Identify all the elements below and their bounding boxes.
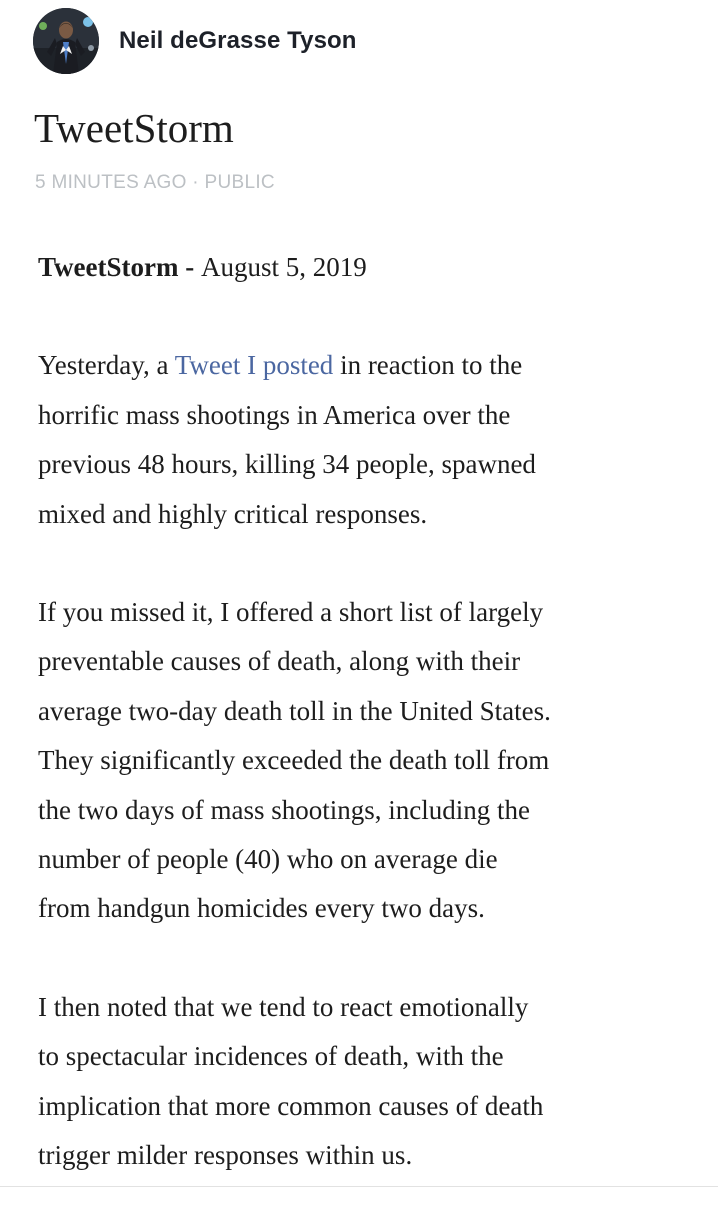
dateline-heading: TweetStorm <box>38 252 179 282</box>
dateline-date: August 5, 2019 <box>200 252 367 282</box>
p2-line7: from handgun homicides every two days. <box>38 893 485 924</box>
p1-line4: mixed and highly critical responses. <box>38 498 428 529</box>
divider <box>0 1186 718 1187</box>
p3-line3: implication that more common causes of death <box>38 1090 544 1121</box>
paragraph <box>38 341 708 539</box>
dateline <box>38 243 708 292</box>
p2-line2: preventable causes of death, along with their <box>38 646 521 677</box>
p1-line1-post: in reaction to the <box>333 350 523 381</box>
dateline-separator: - <box>178 252 201 282</box>
p3-line4: trigger milder responses within us. <box>38 1140 413 1171</box>
p2-line6: number of people (40) who on average die <box>38 844 498 875</box>
p2-line3: average two-day death toll in the United States. <box>38 695 551 726</box>
p2-line5: the two days of mass shootings, including the <box>38 794 530 825</box>
page-title: TweetStorm <box>34 105 234 151</box>
avatar-photo-icon <box>33 8 99 74</box>
p2-line1: If you missed it, I offered a short list of largely <box>38 597 544 628</box>
p2-line4: They significantly exceeded the death toll from <box>38 745 550 776</box>
p3-line1: I then noted that we tend to react emotionally <box>38 991 529 1022</box>
paragraph <box>38 983 708 1181</box>
post-meta: 5 MINUTES AGO · PUBLIC <box>35 172 275 193</box>
p1-line2: horrific mass shootings in America over the <box>38 399 511 430</box>
p3-line2: to spectacular incidences of death, with the <box>38 1041 504 1072</box>
p1-line1-pre: Yesterday, a <box>38 350 175 381</box>
tweet-link[interactable]: Tweet I posted <box>174 350 334 381</box>
p1-line3: previous 48 hours, killing 34 people, spawned <box>38 449 536 480</box>
post-header <box>33 8 357 74</box>
avatar[interactable] <box>33 8 99 74</box>
article-body <box>38 243 708 1230</box>
author-name[interactable]: Neil deGrasse Tyson <box>119 27 357 54</box>
paragraph <box>38 588 708 934</box>
